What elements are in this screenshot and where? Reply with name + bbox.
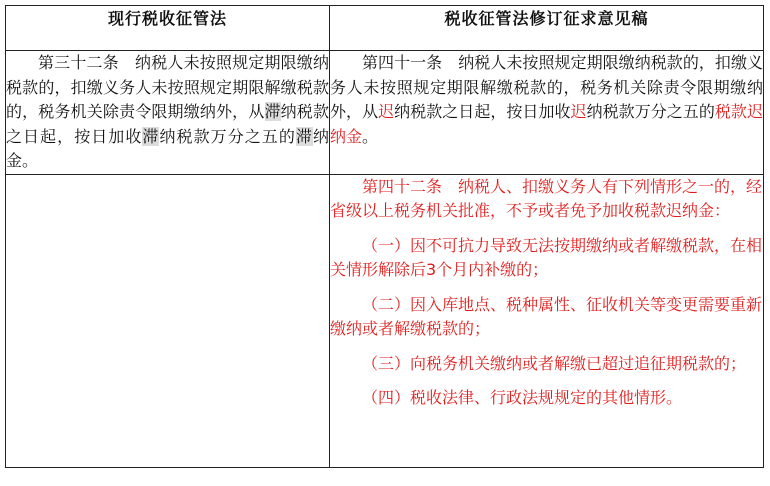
highlight-char: 滞 (295, 126, 313, 146)
header-row (6, 6, 764, 51)
text-segment: 纳税款之日起，按日加收 (394, 102, 571, 121)
highlight-char: 滞 (264, 102, 281, 121)
revised-char: 迟 (570, 102, 587, 121)
text-segment: 第三十二条 纳税人未按照规定期限缴纳税款的，扣缴义务人未按照规定期限解缴税款的，税务机关除责令限期缴纳外，从 (6, 53, 329, 121)
article-row-2 (6, 174, 764, 467)
text-segment: 第四十一条 纳税人未按照规定期限缴纳税款的，扣缴义务人未按照规定期限解缴税款的，税务机关除责令限期缴纳外，从 (330, 53, 763, 121)
revised-char: 迟 (378, 102, 395, 121)
current-article-32 (6, 51, 330, 175)
text-segment: 纳税款之日起，按日加收 (6, 102, 329, 146)
draft-article-41-text (330, 51, 763, 149)
draft-article-42-item-4: （四）税收法律、行政法规规定的其他情形。 (362, 388, 683, 407)
current-article-32-text (6, 51, 329, 174)
header-current-law: 现行税收征管法 (6, 6, 330, 51)
text-segment: 。 (362, 126, 379, 146)
comparison-table (5, 5, 764, 468)
draft-article-42-item-2: （二）因入库地点、税种属性、征收机关等变更需要重新缴纳或者解缴税款的； (330, 294, 763, 338)
text-segment: 纳金。 (6, 126, 329, 170)
draft-article-42-item-1: （一）因不可抗力导致无法按期缴纳或者解缴税款，在相关情形解除后3个月内补缴的； (330, 235, 763, 279)
article-row-1 (6, 51, 764, 175)
text-segment: 纳税款万分之五的 (159, 126, 296, 146)
draft-article-41 (330, 51, 764, 175)
revised-term: 税款迟纳金 (330, 102, 763, 146)
draft-article-42-item-3: （三）向税务机关缴纳或者解缴已超过追征期税款的； (362, 353, 747, 373)
draft-article-42 (330, 174, 764, 467)
highlight-char: 滞 (142, 126, 160, 146)
header-draft-revision: 税收征管法修订征求意见稿 (330, 6, 764, 51)
current-empty-cell (6, 174, 330, 467)
draft-article-42-intro: 第四十二条 纳税人、扣缴义务人有下列情形之一的，经省级以上税务机关批准，不予或者免予加收税款迟纳金： (330, 176, 763, 220)
text-segment: 纳税款万分之五的 (586, 102, 715, 121)
